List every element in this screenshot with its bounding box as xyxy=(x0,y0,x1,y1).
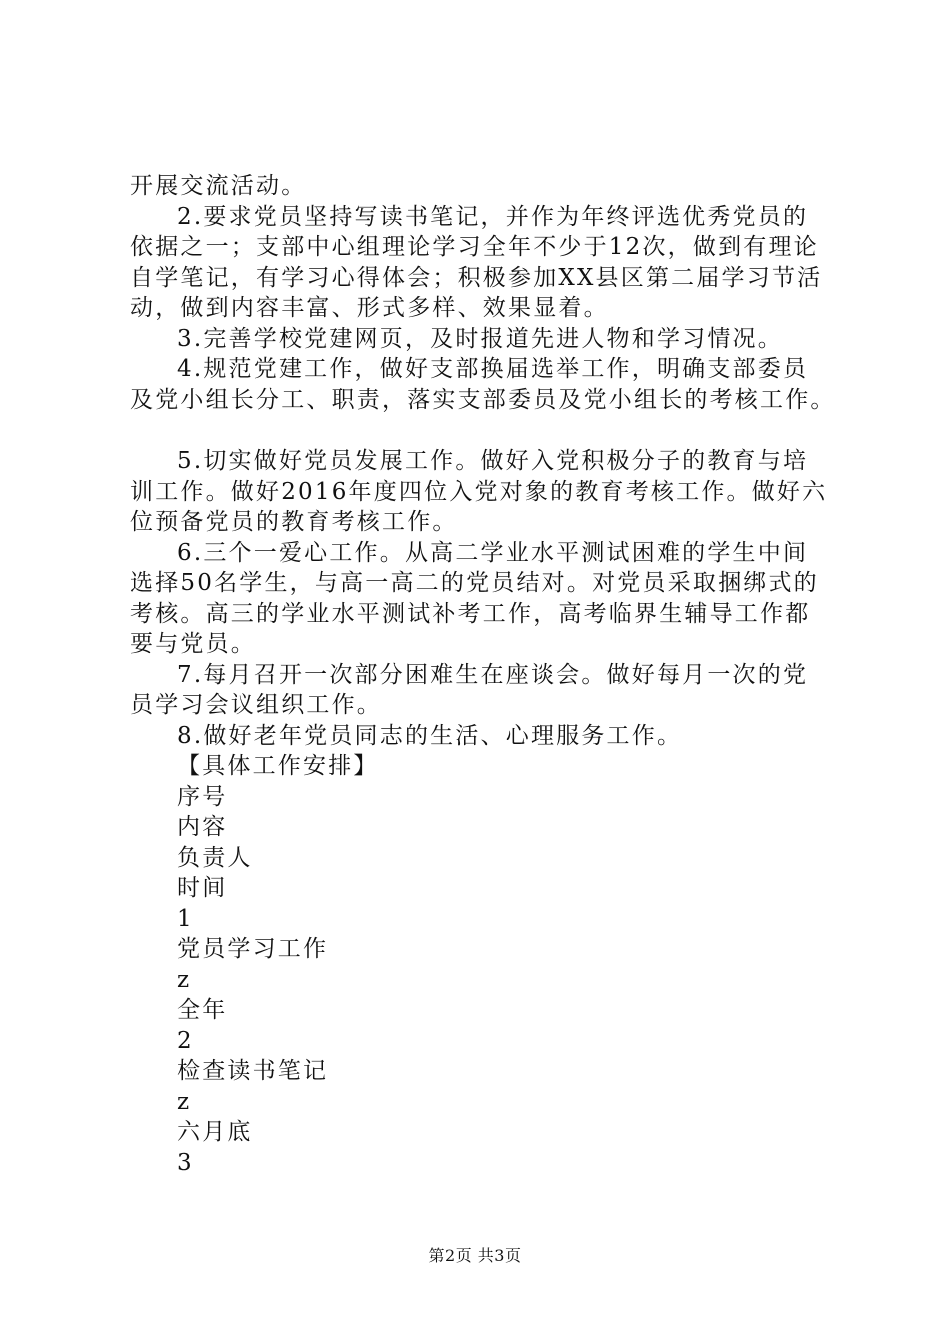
text-line: 7.每月召开一次部分困难生在座谈会。做好每月一次的党 xyxy=(177,661,809,688)
text-line: 要与党员。 xyxy=(130,631,256,657)
text-line: 3.完善学校党建网页，及时报道先进人物和学习情况。 xyxy=(177,325,783,352)
text-line: 依据之一；支部中心组理论学习全年不少于12次，做到有理论 xyxy=(130,234,819,260)
table-cell: 六月底 xyxy=(177,1119,253,1145)
text-line: 及党小组长分工、职责，落实支部委员及党小组长的考核工作。 xyxy=(130,386,836,413)
table-cell: z xyxy=(177,966,192,993)
table-cell: 负责人 xyxy=(177,844,253,871)
table-cell: 内容 xyxy=(177,814,228,840)
table-cell: 序号 xyxy=(177,783,228,810)
text-line: 位预备党员的教育考核工作。 xyxy=(130,509,458,535)
section-heading: 【具体工作安排】 xyxy=(177,753,379,779)
text-line: 5.切实做好党员发展工作。做好入党积极分子的教育与培 xyxy=(177,448,809,474)
table-cell: 2 xyxy=(177,1027,194,1054)
text-line: 6.三个一爱心工作。从高二学业水平测试困难的学生中间 xyxy=(177,539,809,566)
table-cell: 3 xyxy=(177,1149,194,1176)
page-number-footer: 第2页 共3页 xyxy=(428,1246,522,1265)
document-body xyxy=(130,171,842,1178)
text-line: 自学笔记，有学习心得体会；积极参加XX县区第二届学习节活 xyxy=(130,264,823,291)
text-line: 8.做好老年党员同志的生活、心理服务工作。 xyxy=(177,722,683,749)
table-cell: 党员学习工作 xyxy=(177,936,329,962)
table-cell: 时间 xyxy=(177,875,228,901)
text-line: 员学习会议组织工作。 xyxy=(130,692,382,718)
text-line: 动，做到内容丰富、形式多样、效果显着。 xyxy=(130,295,609,321)
table-cell: 全年 xyxy=(177,997,228,1023)
table-cell: 1 xyxy=(177,905,194,932)
table-cell: 检查读书笔记 xyxy=(177,1058,329,1084)
paragraph-gap xyxy=(130,415,842,446)
text-line: 4.规范党建工作，做好支部换届选举工作，明确支部委员 xyxy=(177,356,809,382)
text-line: 选择50名学生，与高一高二的党员结对。对党员采取捆绑式的 xyxy=(130,570,819,596)
table-cell: z xyxy=(177,1088,192,1115)
text-line: 考核。高三的学业水平测试补考工作，高考临界生辅导工作都 xyxy=(130,600,811,627)
text-line: 开展交流活动。 xyxy=(130,173,307,199)
text-line: 2.要求党员坚持写读书笔记，并作为年终评选优秀党员的 xyxy=(177,203,809,230)
text-line: 训工作。做好2016年度四位入党对象的教育考核工作。做好六 xyxy=(130,478,828,505)
